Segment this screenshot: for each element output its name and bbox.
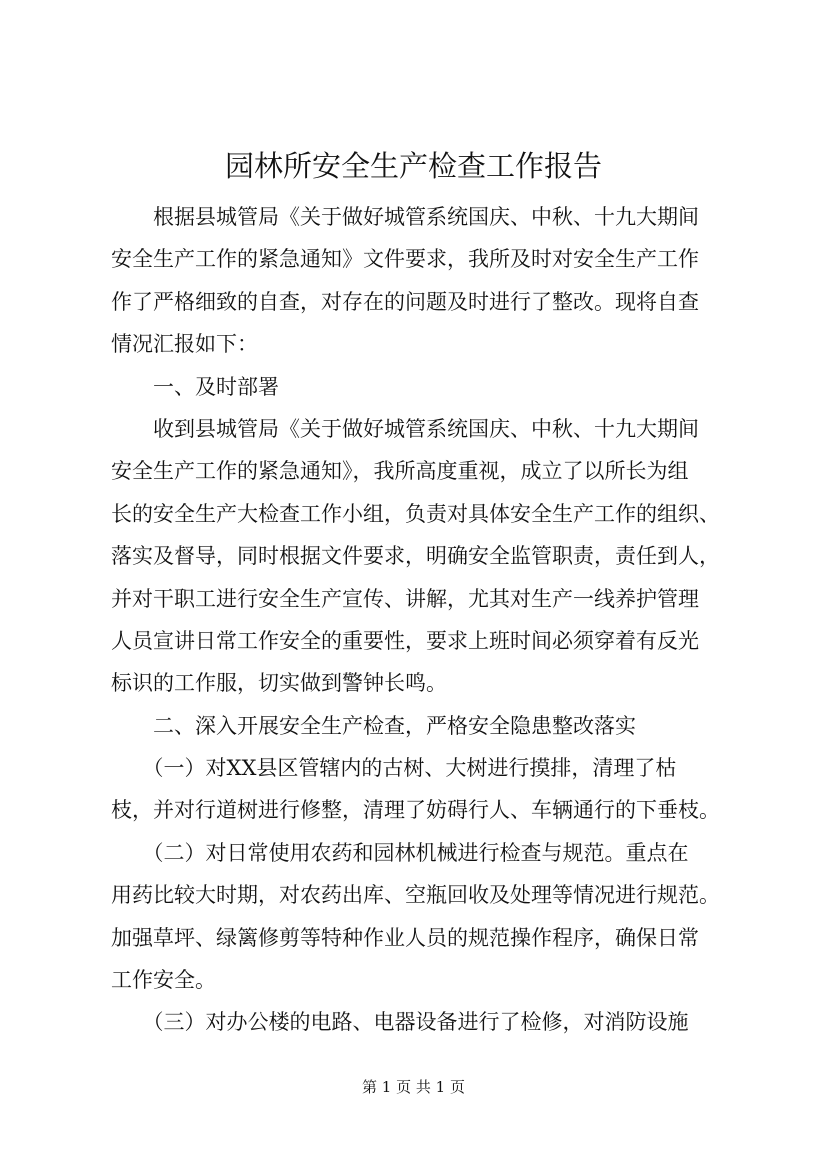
section-heading: 二、深入开展安全生产检查，严格安全隐患整改落实 [111,713,636,738]
body-line: 加强草坪、绿篱修剪等特种作业人员的规范操作程序，确保日常 [111,925,699,950]
body-line: 根据县城管局《关于做好城管系统国庆、中秋、十九大期间 [111,205,699,229]
body-line: 人员宣讲日常工作安全的重要性，要求上班时间必须穿着有反光 [111,628,699,653]
body-line: 并对干职工进行安全生产宣传、讲解，尤其对生产一线养护管理 [111,586,699,611]
body-line: 收到县城管局《关于做好城管系统国庆、中秋、十九大期间 [111,416,699,441]
body-line: 标识的工作服，切实做到警钟长鸣。 [111,671,447,696]
body-line: 情况汇报如下： [111,332,258,357]
body-line: 安全生产工作的紧急通知》，我所高度重视，成立了以所长为组 [111,459,689,484]
body-line: （一）对XX县区管辖内的古树、大树进行摸排，清理了枯 [111,756,677,781]
body-line: 工作安全。 [111,968,216,993]
body-line: 枝，并对行道树进行修整，清理了妨碍行人、车辆通行的下垂枝。 [111,798,720,823]
body-line: 落实及督导，同时根据文件要求，明确安全监管职责，责任到人， [111,544,720,569]
body-line: 用药比较大时期，对农药出库、空瓶回收及处理等情况进行规范。 [111,883,720,908]
document-title: 园林所安全生产检查工作报告 [224,149,602,183]
body-line: （三）对办公楼的电路、电器设备进行了检修，对消防设施 [111,1010,689,1035]
document-body [111,196,731,1044]
body-line: 安全生产工作的紧急通知》文件要求，我所及时对安全生产工作 [111,247,699,272]
section-heading: 一、及时部署 [111,374,279,399]
body-line: （二）对日常使用农药和园林机械进行检查与规范。重点在 [111,840,689,865]
page-footer: 第 1 页 共 1 页 [362,1078,465,1096]
body-line: 作了严格细致的自查，对存在的问题及时进行了整改。现将自查 [111,289,699,314]
body-line: 长的安全生产大检查工作小组，负责对具体安全生产工作的组织、 [111,501,720,526]
